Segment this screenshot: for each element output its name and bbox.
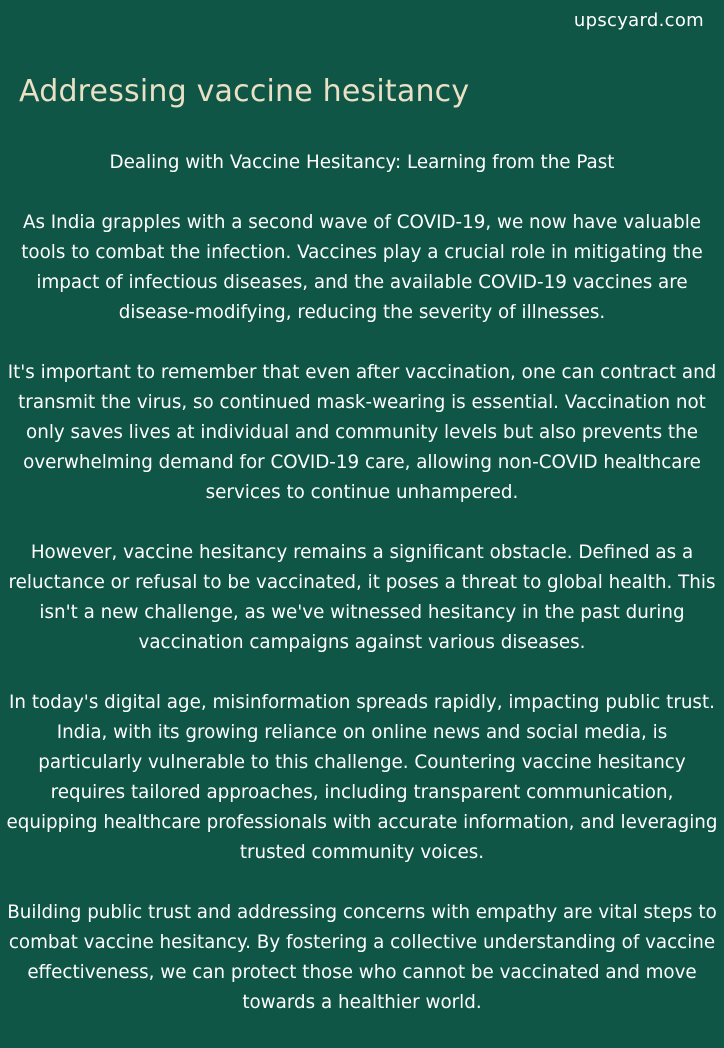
article-body — [0, 148, 724, 1048]
article-subtitle: Dealing with Vaccine Hesitancy: Learning from the Past — [109, 152, 615, 173]
page-title: Addressing vaccine hesitancy — [19, 74, 470, 109]
paragraph-1: As India grapples with a second wave of COVID-19, we now have valuable tools to combat the infection. Vaccines play a crucial role in mitigating the impact of infectious diseases, and the available COVID-19 vaccines are disease-modifying, reducing the severity of illnesses. — [21, 212, 703, 323]
paragraph-4: In today's digital age, misinformation spreads rapidly, impacting public trust. India, with its growing reliance on online news and social media, is particularly vulnerable to this challenge. Countering vaccine hesitancy requires tailored approaches, including transparent communication, equipping healthcare professionals with accurate information, and leveraging trusted community voices. — [6, 692, 718, 863]
paragraph-2: It's important to remember that even after vaccination, one can contract and transmit the virus, so continued mask-wearing is essential. Vaccination not only saves lives at individual and community levels but also prevents the overwhelming demand for COVID-19 care, allowing non-COVID healthcare services to continue unhampered. — [7, 362, 717, 503]
paragraph-5: Building public trust and addressing concerns with empathy are vital steps to combat vaccine hesitancy. By fostering a collective understanding of vaccine effectiveness, we can protect those who cannot be vaccinated and move towards a healthier world. — [7, 902, 717, 1013]
paragraph-3: However, vaccine hesitancy remains a significant obstacle. Defined as a reluctance or refusal to be vaccinated, it poses a threat to global health. This isn't a new challenge, as we've witnessed hesitancy in the past during vaccination campaigns against various diseases. — [8, 542, 716, 653]
site-watermark: upscyard.com — [573, 10, 704, 31]
